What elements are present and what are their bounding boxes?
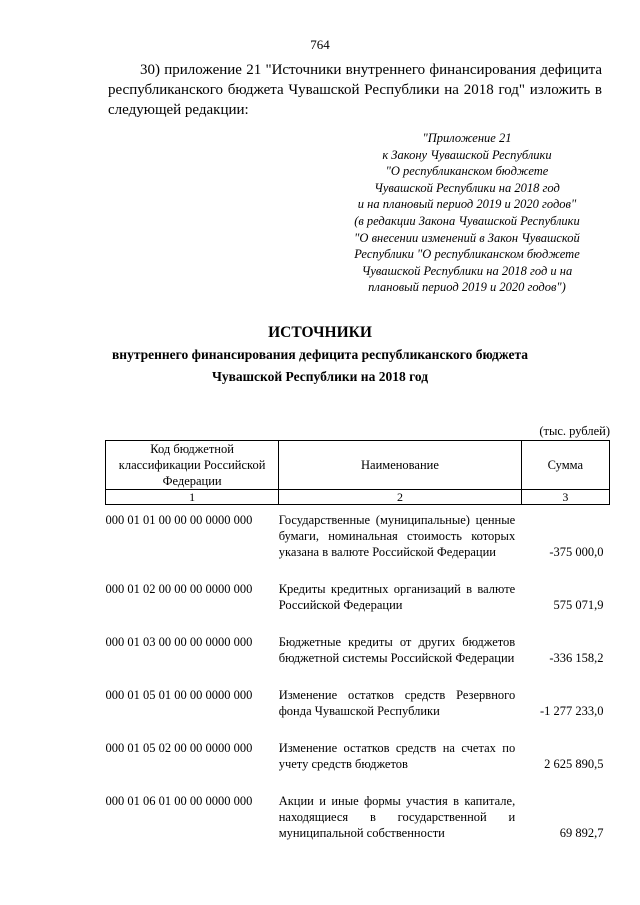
row-code: 000 01 05 01 00 00 0000 000 xyxy=(105,688,253,702)
page-number: 764 xyxy=(310,37,330,52)
appendix-line: Чувашской Республики на 2018 год и на xyxy=(361,263,573,278)
amendment-intro xyxy=(108,60,602,120)
financing-sources-table xyxy=(105,440,610,855)
table-row xyxy=(106,786,610,855)
row-sum: -336 158,2 xyxy=(549,651,604,665)
row-sum: 2 625 890,5 xyxy=(544,757,604,771)
row-code: 000 01 01 00 00 00 0000 000 xyxy=(105,513,253,527)
appendix-line: Чувашской Республики на 2018 год xyxy=(374,180,560,195)
table-row xyxy=(106,505,610,575)
row-sum: 69 892,7 xyxy=(559,826,604,840)
title-line-1: внутреннего финансирования дефицита республиканского бюджета xyxy=(112,347,528,362)
row-name: Изменение остатков средств на счетах по учету средств бюджетов xyxy=(278,741,516,771)
unit-label: (тыс. рублей) xyxy=(539,424,610,438)
appendix-line: (в редакции Закона Чувашской Республики xyxy=(354,213,580,228)
row-name: Акции и иные формы участия в капитале, находящиеся в государственной и муниципальной собственности xyxy=(278,794,516,840)
row-sum: -375 000,0 xyxy=(549,545,604,559)
row-name: Бюджетные кредиты от других бюджетов бюджетной системы Российской Федерации xyxy=(278,635,516,665)
row-code: 000 01 06 01 00 00 0000 000 xyxy=(105,794,253,808)
column-number: 3 xyxy=(521,490,609,505)
column-number-row xyxy=(106,490,610,505)
row-sum: 575 071,9 xyxy=(553,598,604,612)
column-number: 1 xyxy=(106,490,279,505)
document-title xyxy=(0,322,640,388)
title-main: ИСТОЧНИКИ xyxy=(268,324,372,341)
appendix-line: и на плановый период 2019 и 2020 годов" xyxy=(357,197,577,212)
table-header-row xyxy=(106,441,610,490)
row-name: Кредиты кредитных организаций в валюте Российской Федерации xyxy=(278,582,516,612)
header-sum: Сумма xyxy=(521,441,609,490)
row-name: Изменение остатков средств Резервного фонда Чувашской Республики xyxy=(278,688,516,718)
table-row xyxy=(106,680,610,733)
header-name: Наименование xyxy=(279,441,522,490)
appendix-line: "Приложение 21 xyxy=(422,131,512,145)
appendix-line: Республики "О республиканском бюджете xyxy=(354,247,580,262)
header-code: Код бюджетной классификации Российской Федерации xyxy=(106,441,279,490)
appendix-line: "О внесении изменений в Закон Чувашской xyxy=(354,230,580,245)
appendix-line: к Закону Чувашской Республики xyxy=(382,147,552,162)
row-code: 000 01 03 00 00 00 0000 000 xyxy=(105,635,253,649)
row-name: Государственные (муниципальные) ценные бумаги, номинальная стоимость которых указана в валюте Российской Федерации xyxy=(278,513,516,559)
row-sum: -1 277 233,0 xyxy=(539,704,604,718)
row-code: 000 01 05 02 00 00 0000 000 xyxy=(105,741,253,755)
table-row xyxy=(106,574,610,627)
table-row xyxy=(106,627,610,680)
appendix-line: плановый период 2019 и 2020 годов") xyxy=(368,280,566,295)
appendix-line: "О республиканском бюджете xyxy=(385,164,549,179)
title-line-2: Чувашской Республики на 2018 год xyxy=(211,369,429,384)
row-code: 000 01 02 00 00 00 0000 000 xyxy=(105,582,253,596)
table-row xyxy=(106,733,610,786)
column-number: 2 xyxy=(279,490,522,505)
amendment-intro-text: 30) приложение 21 "Источники внутреннего финансирования дефицита республиканского бюджета Чувашской Республики на 2018 год" изложить в следующей редакции: xyxy=(108,62,602,118)
appendix-header xyxy=(330,130,604,296)
